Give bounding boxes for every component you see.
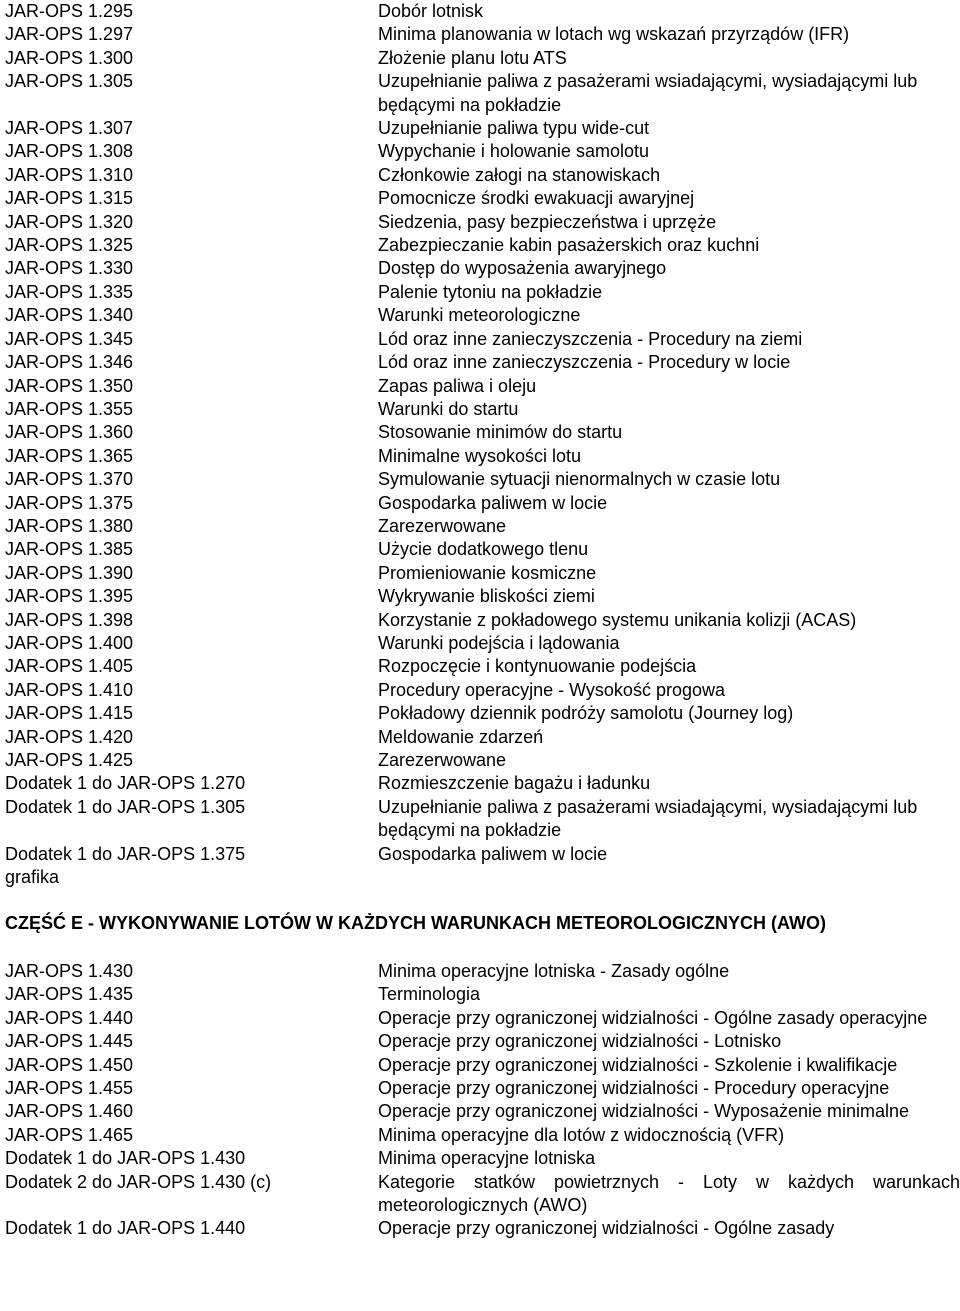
list-item <box>5 562 960 585</box>
item-code: JAR-OPS 1.435 <box>5 984 134 1005</box>
item-code: JAR-OPS 1.370 <box>5 469 134 490</box>
item-code: JAR-OPS 1.295 <box>5 1 134 21</box>
item-description: Lód oraz inne zanieczyszczenia - Procedury na ziemi <box>378 328 803 349</box>
list-item <box>5 164 960 187</box>
section-heading: CZĘŚĆ E - WYKONYWANIE LOTÓW W KAŻDYCH WARUNKACH METEOROLOGICZNYCH (AWO) <box>5 913 826 933</box>
list-item <box>5 702 960 725</box>
item-description: Kategorie statków powietrznych - Loty w każdych warunkach meteorologicznych (AWO) <box>378 1171 960 1216</box>
item-code: JAR-OPS 1.310 <box>5 164 134 185</box>
item-description: Wykrywanie bliskości ziemi <box>378 586 595 607</box>
item-description: Pokładowy dziennik podróży samolotu (Journey log) <box>378 703 794 724</box>
list-item <box>5 843 960 890</box>
item-description: Pomocnicze środki ewakuacji awaryjnej <box>378 188 695 209</box>
item-description: Uzupełnianie paliwa typu wide-cut <box>378 118 650 139</box>
item-code: JAR-OPS 1.335 <box>5 281 134 302</box>
item-description: Zarezerwowane <box>378 515 507 536</box>
item-code: JAR-OPS 1.340 <box>5 305 134 326</box>
item-description: Rozpoczęcie i kontynuowanie podejścia <box>378 656 697 677</box>
list-item <box>5 515 960 538</box>
item-code: JAR-OPS 1.450 <box>5 1054 134 1075</box>
list-item <box>5 1147 960 1170</box>
item-description: Procedury operacyjne - Wysokość progowa <box>378 679 725 700</box>
list-item <box>5 140 960 163</box>
item-description: Operacje przy ograniczonej widzialności - Wyposażenie minimalne <box>378 1101 910 1122</box>
item-description: Wypychanie i holowanie samolotu <box>378 141 649 162</box>
list-item <box>5 375 960 398</box>
list-item <box>5 655 960 678</box>
item-code: JAR-OPS 1.398 <box>5 609 134 630</box>
list-item <box>5 23 960 46</box>
list-item <box>5 187 960 210</box>
list-item <box>5 1171 960 1218</box>
list-item <box>5 70 960 117</box>
list-item <box>5 304 960 327</box>
item-description: Minimalne wysokości lotu <box>378 445 582 466</box>
item-code: Dodatek 1 do JAR-OPS 1.440 <box>5 1218 246 1239</box>
item-code: JAR-OPS 1.430 <box>5 961 134 981</box>
item-code: JAR-OPS 1.355 <box>5 398 134 419</box>
item-code: JAR-OPS 1.345 <box>5 328 134 349</box>
item-description: Operacje przy ograniczonej widzialności - Procedury operacyjne <box>378 1078 890 1099</box>
list-item <box>5 398 960 421</box>
list-item <box>5 796 960 843</box>
item-description: Symulowanie sytuacji nienormalnych w czasie lotu <box>378 469 781 490</box>
item-code: JAR-OPS 1.375 <box>5 492 134 513</box>
item-code: JAR-OPS 1.460 <box>5 1101 134 1122</box>
item-description: Minima operacyjne lotniska - Zasady ogólne <box>378 961 730 981</box>
item-code: Dodatek 1 do JAR-OPS 1.305 <box>5 796 246 817</box>
list-item <box>5 351 960 374</box>
list-item <box>5 211 960 234</box>
list-item <box>5 234 960 257</box>
section-d-list <box>5 0 960 889</box>
item-code: JAR-OPS 1.307 <box>5 118 134 139</box>
list-item <box>5 468 960 491</box>
item-code: JAR-OPS 1.425 <box>5 750 134 770</box>
list-item <box>5 1100 960 1123</box>
item-code: JAR-OPS 1.346 <box>5 352 134 373</box>
item-code: JAR-OPS 1.300 <box>5 47 134 68</box>
item-description: Zarezerwowane <box>378 750 507 770</box>
item-description: Minima operacyjne lotniska <box>378 1148 596 1169</box>
item-code: JAR-OPS 1.365 <box>5 445 134 466</box>
item-code: JAR-OPS 1.385 <box>5 539 134 560</box>
item-description: Dobór lotnisk <box>378 1 484 21</box>
item-description: Minima planowania w lotach wg wskazań przyrządów (IFR) <box>378 24 850 45</box>
list-item <box>5 1217 960 1240</box>
list-item <box>5 1030 960 1053</box>
item-description: Warunki podejścia i lądowania <box>378 632 620 653</box>
item-code: JAR-OPS 1.395 <box>5 586 134 607</box>
item-description: Rozmieszczenie bagażu i ładunku <box>378 773 651 794</box>
item-code: Dodatek 1 do JAR-OPS 1.430 <box>5 1148 246 1169</box>
item-description: Zabezpieczanie kabin pasażerskich oraz kuchni <box>378 235 760 256</box>
item-description: Korzystanie z pokładowego systemu unikania kolizji (ACAS) <box>378 609 857 630</box>
item-description: Stosowanie minimów do startu <box>378 422 623 443</box>
list-item <box>5 421 960 444</box>
item-code: JAR-OPS 1.315 <box>5 188 134 209</box>
list-item <box>5 726 960 749</box>
item-code: JAR-OPS 1.390 <box>5 562 134 583</box>
item-description: Uzupełnianie paliwa z pasażerami wsiadającymi, wysiadającymi lub będącymi na pokładzie <box>378 796 918 841</box>
list-item <box>5 445 960 468</box>
item-description: Lód oraz inne zanieczyszczenia - Procedury w locie <box>378 352 791 373</box>
list-item <box>5 281 960 304</box>
item-description: Siedzenia, pasy bezpieczeństwa i uprzęże <box>378 211 717 232</box>
item-code: JAR-OPS 1.308 <box>5 141 134 162</box>
item-description: Złożenie planu lotu ATS <box>378 47 567 68</box>
item-description: Uzupełnianie paliwa z pasażerami wsiadającymi, wysiadającymi lub będącymi na pokładzie <box>378 71 918 115</box>
item-code: Dodatek 1 do JAR-OPS 1.270 <box>5 773 246 794</box>
list-item <box>5 960 960 983</box>
item-code: JAR-OPS 1.400 <box>5 632 134 653</box>
item-description: Minima operacyjne dla lotów z widocznością (VFR) <box>378 1124 785 1145</box>
section-e-list <box>5 960 960 1241</box>
list-item <box>5 1077 960 1100</box>
item-description: Użycie dodatkowego tlenu <box>378 539 589 560</box>
item-description: Operacje przy ograniczonej widzialności - Ogólne zasady operacyjne <box>378 1007 928 1028</box>
item-code: JAR-OPS 1.320 <box>5 211 134 232</box>
item-description: Członkowie załogi na stanowiskach <box>378 164 661 185</box>
list-item <box>5 1124 960 1147</box>
list-item <box>5 609 960 632</box>
item-description: Zapas paliwa i oleju <box>378 375 537 396</box>
item-code: JAR-OPS 1.350 <box>5 375 134 396</box>
list-item <box>5 1007 960 1030</box>
list-item <box>5 1054 960 1077</box>
item-code: JAR-OPS 1.405 <box>5 656 134 677</box>
item-description: Operacje przy ograniczonej widzialności - Lotnisko <box>378 1031 782 1052</box>
item-code: JAR-OPS 1.297 <box>5 24 134 45</box>
item-code: JAR-OPS 1.465 <box>5 1124 134 1145</box>
item-code: JAR-OPS 1.305 <box>5 71 134 92</box>
item-code: JAR-OPS 1.420 <box>5 726 134 747</box>
list-item <box>5 492 960 515</box>
list-item <box>5 679 960 702</box>
item-code: JAR-OPS 1.330 <box>5 258 134 279</box>
list-item <box>5 632 960 655</box>
item-code: Dodatek 2 do JAR-OPS 1.430 (c) <box>5 1171 272 1192</box>
item-description: Warunki do startu <box>378 398 519 419</box>
list-item <box>5 585 960 608</box>
list-item <box>5 0 960 23</box>
item-description: Gospodarka paliwem w locie <box>378 843 608 864</box>
item-code: JAR-OPS 1.410 <box>5 679 134 700</box>
item-code: JAR-OPS 1.360 <box>5 422 134 443</box>
list-item <box>5 328 960 351</box>
item-description: Promieniowanie kosmiczne <box>378 562 597 583</box>
item-code: JAR-OPS 1.380 <box>5 515 134 536</box>
item-description: Operacje przy ograniczonej widzialności - Szkolenie i kwalifikacje <box>378 1054 898 1075</box>
item-description: Operacje przy ograniczonej widzialności - Ogólne zasady <box>378 1218 835 1239</box>
list-item <box>5 772 960 795</box>
list-item <box>5 47 960 70</box>
item-code: Dodatek 1 do JAR-OPS 1.375 grafika <box>5 843 246 888</box>
item-code: JAR-OPS 1.325 <box>5 235 134 256</box>
item-code: JAR-OPS 1.440 <box>5 1007 134 1028</box>
item-description: Warunki meteorologiczne <box>378 305 581 326</box>
item-description: Palenie tytoniu na pokładzie <box>378 281 603 302</box>
list-item <box>5 257 960 280</box>
item-description: Dostęp do wyposażenia awaryjnego <box>378 258 667 279</box>
list-item <box>5 749 960 772</box>
item-description: Gospodarka paliwem w locie <box>378 492 608 513</box>
item-code: JAR-OPS 1.415 <box>5 703 134 724</box>
item-description: Meldowanie zdarzeń <box>378 726 544 747</box>
item-code: JAR-OPS 1.445 <box>5 1031 134 1052</box>
list-item <box>5 538 960 561</box>
list-item <box>5 983 960 1006</box>
list-item <box>5 117 960 140</box>
item-description: Terminologia <box>378 984 481 1005</box>
item-code: JAR-OPS 1.455 <box>5 1078 134 1099</box>
